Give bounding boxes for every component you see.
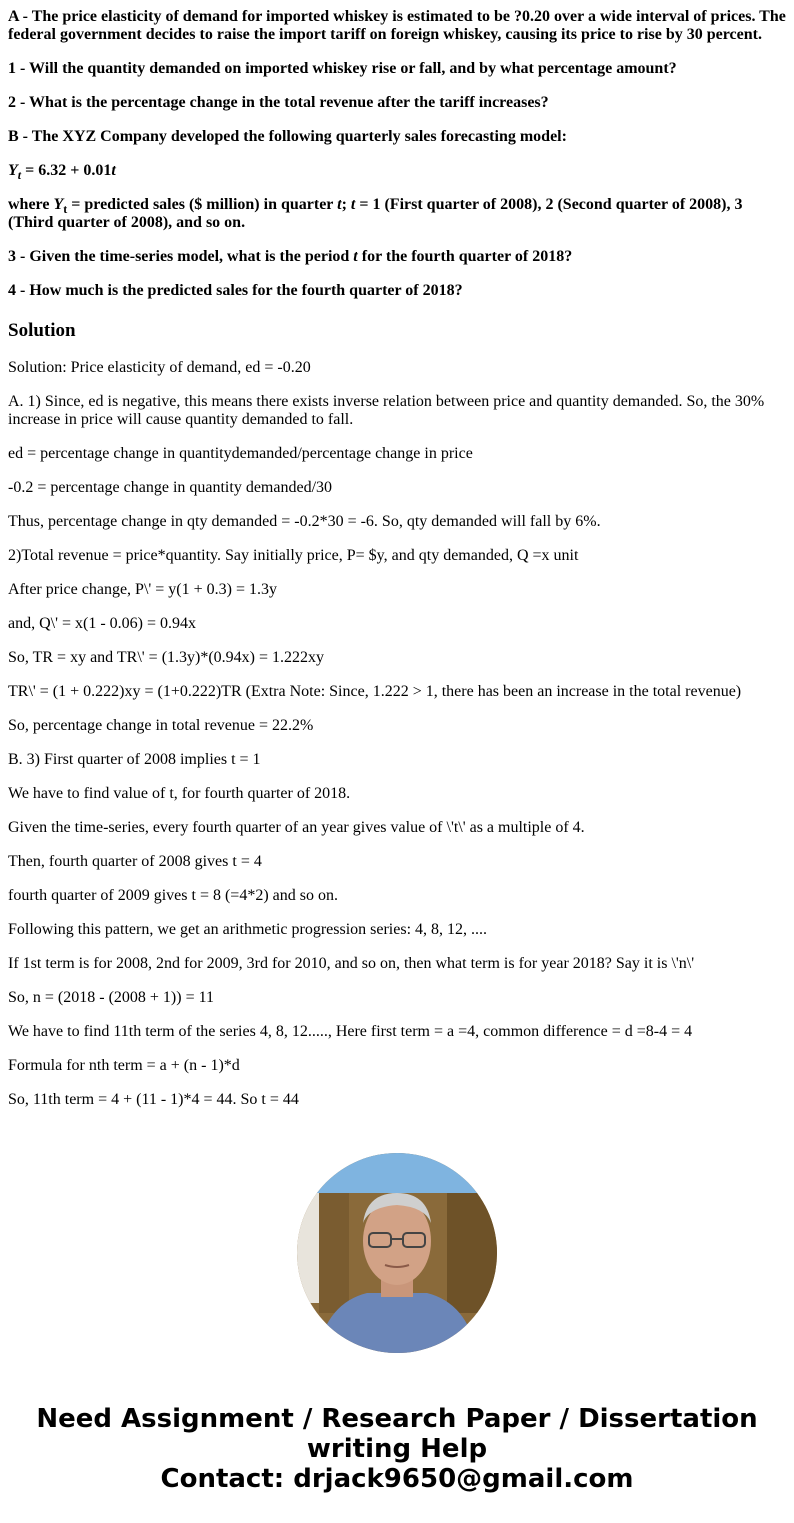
footer-line-1: Need Assignment / Research Paper / Dissertation bbox=[36, 1404, 758, 1434]
question-2: 2 - What is the percentage change in the total revenue after the tariff increases? bbox=[8, 94, 549, 111]
solution-line: After price change, P\' = y(1 + 0.3) = 1.3y bbox=[8, 581, 277, 598]
forecast-model bbox=[8, 162, 786, 180]
solution-line: So, 11th term = 4 + (11 - 1)*4 = 44. So t = 44 bbox=[8, 1091, 299, 1108]
solution-line: A. 1) Since, ed is negative, this means there exists inverse relation between price and quantity demanded. So, the 30% increase in price will cause quantity demanded to fall. bbox=[8, 393, 765, 428]
avatar-image bbox=[297, 1153, 497, 1353]
where-subscript: t bbox=[63, 202, 68, 216]
solution-line: and, Q\' = x(1 - 0.06) = 0.94x bbox=[8, 615, 197, 632]
where-rest: = 1 (First quarter of 2008), 2 (Second quarter of 2008), 3 (Third quarter of 2008), and so on. bbox=[8, 196, 743, 231]
solution-line: So, n = (2018 - (2008 + 1)) = 11 bbox=[8, 989, 215, 1006]
solution-line: Solution: Price elasticity of demand, ed = -0.20 bbox=[8, 359, 311, 376]
solution-line: So, TR = xy and TR\' = (1.3y)*(0.94x) = 1.222xy bbox=[8, 649, 325, 666]
solution-body bbox=[8, 359, 786, 1109]
footer-line-2: writing Help bbox=[306, 1434, 488, 1464]
question-b-intro: B - The XYZ Company developed the following quarterly sales forecasting model: bbox=[8, 128, 567, 145]
q3-prefix: 3 - Given the time-series model, what is the period bbox=[8, 248, 354, 265]
solution-line: B. 3) First quarter of 2008 implies t = 1 bbox=[8, 751, 261, 768]
where-t1: t bbox=[337, 196, 342, 213]
question-1: 1 - Will the quantity demanded on imported whiskey rise or fall, and by what percentage amount? bbox=[8, 60, 677, 77]
question-3 bbox=[8, 248, 786, 266]
solution-line: We have to find value of t, for fourth quarter of 2018. bbox=[8, 785, 351, 802]
question-a-intro: A - The price elasticity of demand for imported whiskey is estimated to be ?0.20 over a wide interval of prices. The federal government decides to raise the import tariff on foreign whiskey, causing its price to rise by 30 percent. bbox=[8, 8, 786, 43]
where-middle: = predicted sales ($ million) in quarter bbox=[67, 196, 338, 213]
solution-line: Given the time-series, every fourth quarter of an year gives value of \'t\' as a multiple of 4. bbox=[8, 819, 585, 836]
solution-line: We have to find 11th term of the series 4, 8, 12....., Here first term = a =4, common difference = d =8-4 = 4 bbox=[8, 1023, 693, 1040]
model-definition bbox=[8, 196, 786, 232]
where-semicolon: ; bbox=[341, 196, 351, 213]
solution-line: TR\' = (1 + 0.222)xy = (1+0.222)TR (Extra Note: Since, 1.222 > 1, there has been an increase in the total revenue) bbox=[8, 683, 742, 700]
solution-line: Thus, percentage change in qty demanded = -0.2*30 = -6. So, qty demanded will fall by 6%. bbox=[8, 513, 601, 530]
solution-line: 2)Total revenue = price*quantity. Say initially price, P= $y, and qty demanded, Q =x unit bbox=[8, 547, 579, 564]
q3-t: t bbox=[353, 248, 358, 265]
solution-line: Then, fourth quarter of 2008 gives t = 4 bbox=[8, 853, 262, 870]
model-equation: = 6.32 + 0.01 bbox=[21, 162, 112, 179]
author-photo bbox=[297, 1153, 497, 1353]
q3-suffix: for the fourth quarter of 2018? bbox=[357, 248, 573, 265]
where-y: Y bbox=[53, 196, 64, 213]
solution-line: -0.2 = percentage change in quantity demanded/30 bbox=[8, 479, 333, 496]
solution-heading: Solution bbox=[8, 320, 76, 341]
solution-line: fourth quarter of 2009 gives t = 8 (=4*2) and so on. bbox=[8, 887, 338, 904]
solution-line: Following this pattern, we get an arithmetic progression series: 4, 8, 12, .... bbox=[8, 921, 488, 938]
solution-line: If 1st term is for 2008, 2nd for 2009, 3rd for 2010, and so on, then what term is for year 2018? Say it is \'n\' bbox=[8, 955, 695, 972]
solution-line: Formula for nth term = a + (n - 1)*d bbox=[8, 1057, 240, 1074]
solution-line: So, percentage change in total revenue = 22.2% bbox=[8, 717, 314, 734]
question-4: 4 - How much is the predicted sales for the fourth quarter of 2018? bbox=[8, 282, 463, 299]
model-t: t bbox=[111, 162, 116, 179]
model-y: Y bbox=[8, 162, 18, 179]
footer-banner bbox=[0, 1404, 794, 1494]
footer-contact: Contact: drjack9650@gmail.com bbox=[160, 1464, 634, 1494]
model-subscript: t bbox=[17, 168, 22, 182]
solution-line: ed = percentage change in quantitydemanded/percentage change in price bbox=[8, 445, 473, 462]
where-t2: t bbox=[350, 196, 356, 213]
where-prefix: where bbox=[8, 196, 54, 213]
